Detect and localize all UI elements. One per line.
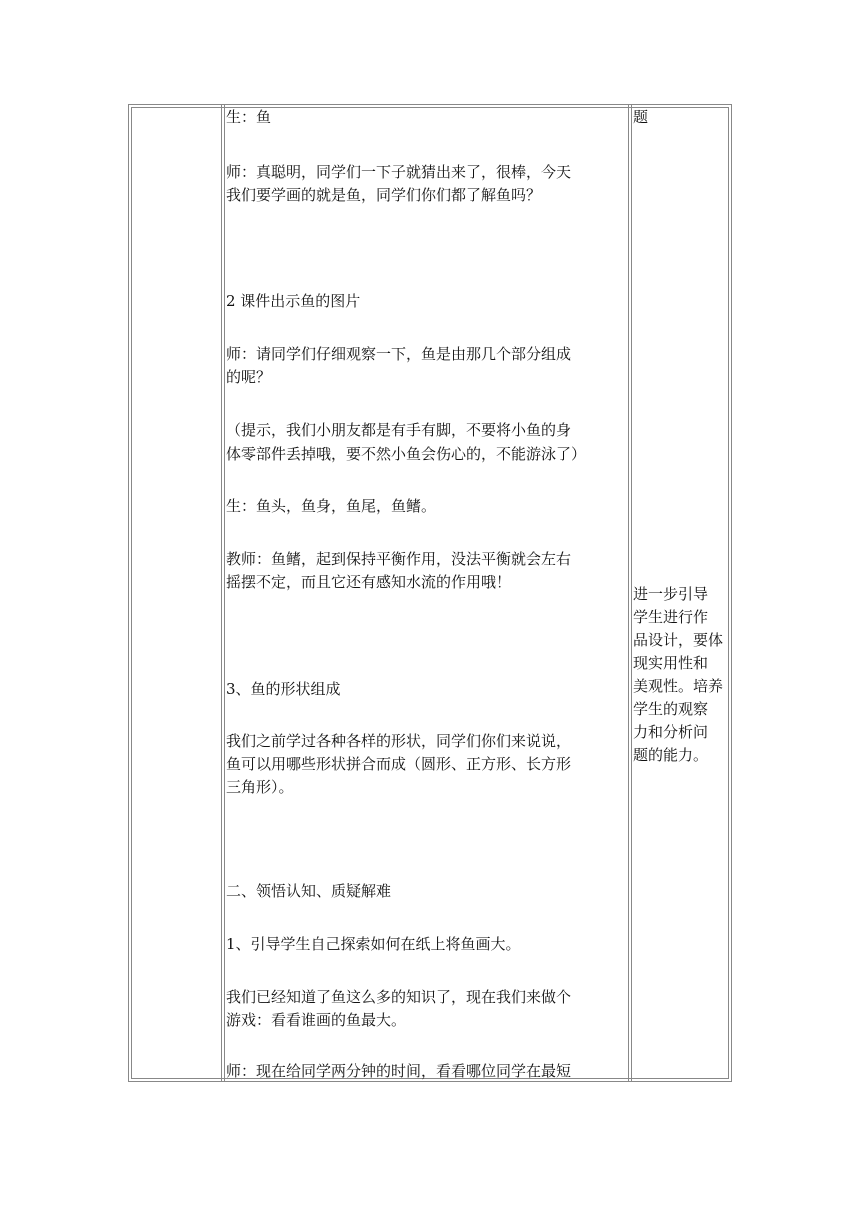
paragraph: 我们之前学过各种各样的形状，同学们你们来说说， xyxy=(226,732,572,750)
paragraph: 生：鱼 xyxy=(226,108,272,126)
paragraph: 生：鱼头，鱼身，鱼尾，鱼鳍。 xyxy=(226,497,437,515)
column-divider-right xyxy=(628,104,629,1082)
paragraph: 我们要学画的就是鱼，同学们你们都了解鱼吗？ xyxy=(226,186,542,204)
paragraph: 三角形）。 xyxy=(226,778,294,796)
paragraph: 美观性。培养 xyxy=(633,677,724,695)
paragraph: 教师：鱼鳍，起到保持平衡作用，没法平衡就会左右 xyxy=(226,550,572,568)
paragraph: 摇摆不定，而且它还有感知水流的作用哦！ xyxy=(226,573,512,591)
paragraph: 师：请同学们仔细观察一下，鱼是由那几个部分组成 xyxy=(226,345,572,363)
paragraph: 师：真聪明，同学们一下子就猜出来了，很棒，今天 xyxy=(226,163,572,181)
paragraph: 2 课件出示鱼的图片 xyxy=(226,292,361,310)
paragraph: 题 xyxy=(633,108,649,126)
paragraph: 1、引导学生自己探索如何在纸上将鱼画大。 xyxy=(226,935,521,953)
paragraph: 力和分析问 xyxy=(633,723,709,741)
paragraph: 的呢？ xyxy=(226,368,272,386)
column-divider-left xyxy=(221,104,222,1082)
paragraph: 鱼可以用哪些形状拼合而成（圆形、正方形、长方形 xyxy=(226,755,572,773)
column-divider-left-inner xyxy=(224,104,225,1082)
paragraph: 二、领悟认知、质疑解难 xyxy=(226,882,392,900)
paragraph: 题的能力。 xyxy=(633,746,709,764)
paragraph: 学生进行作 xyxy=(633,608,709,626)
paragraph: 3、鱼的形状组成 xyxy=(226,680,341,698)
paragraph: 品设计，要体 xyxy=(633,631,724,649)
paragraph: （提示，我们小朋友都是有手有脚，不要将小鱼的身 xyxy=(226,421,572,439)
column-divider-right-inner xyxy=(631,104,632,1082)
paragraph: 我们已经知道了鱼这么多的知识了，现在我们来做个 xyxy=(226,988,572,1006)
paragraph: 现实用性和 xyxy=(633,654,709,672)
paragraph: 体零部件丢掉哦，要不然小鱼会伤心的，不能游泳了） xyxy=(226,445,587,463)
paragraph: 师：现在给同学两分钟的时间，看看哪位同学在最短 xyxy=(226,1062,572,1080)
paragraph: 学生的观察 xyxy=(633,700,709,718)
paragraph: 游戏：看看谁画的鱼最大。 xyxy=(226,1011,407,1029)
paragraph: 进一步引导 xyxy=(633,585,709,603)
